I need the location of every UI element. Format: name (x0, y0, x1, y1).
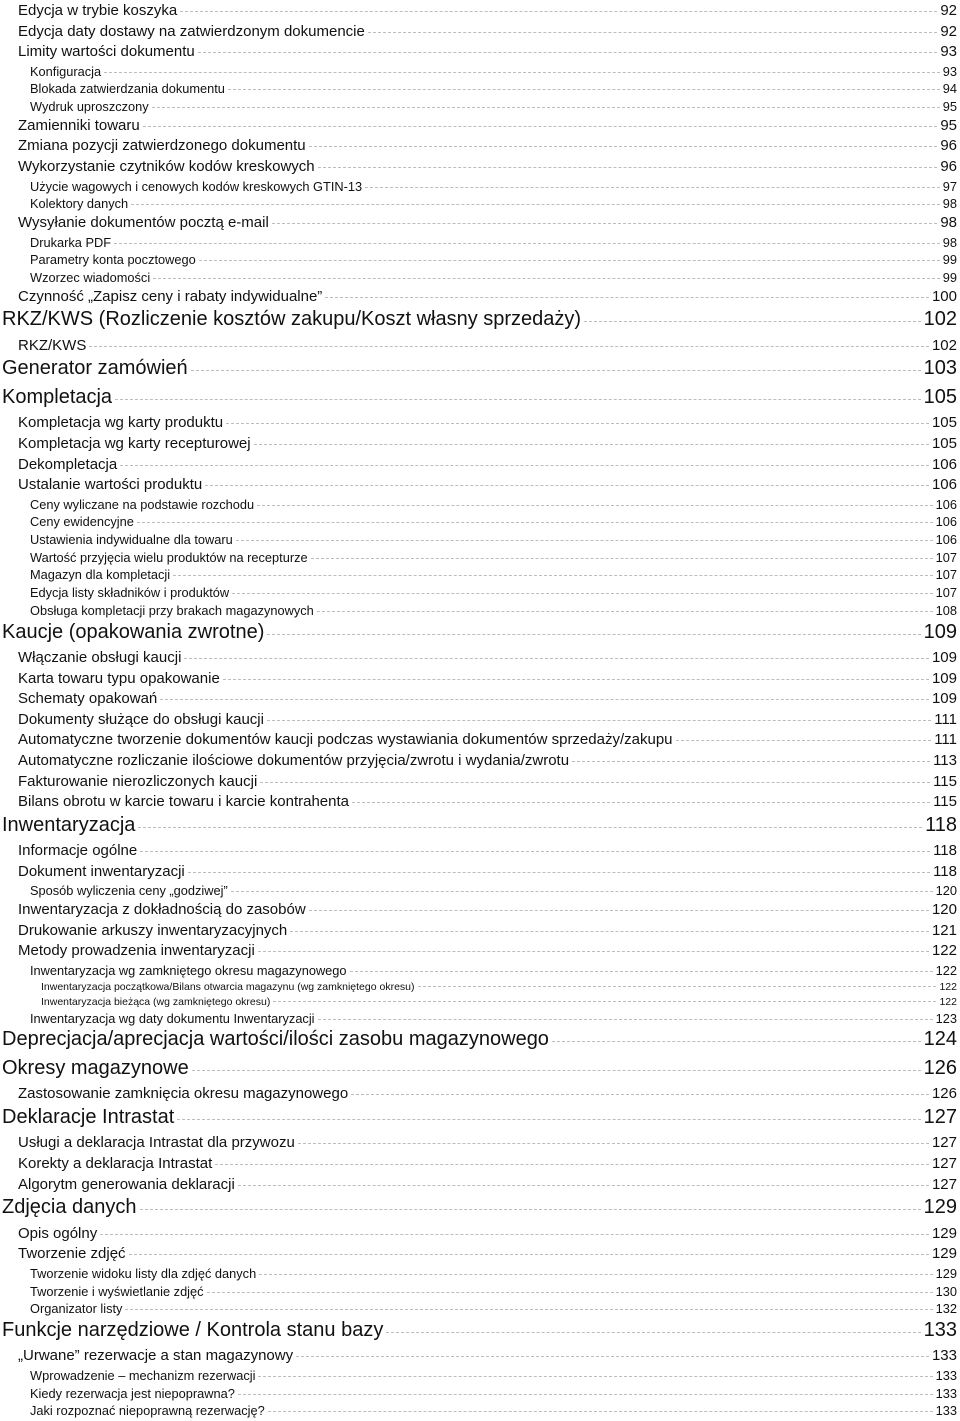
toc-entry-title: Wysyłanie dokumentów pocztą e-mail (18, 214, 269, 231)
toc-entry-level-2[interactable] (0, 456, 960, 477)
toc-entry-title: Inwentaryzacja bieżąca (wg zamkniętego okresu) (41, 995, 271, 1008)
toc-entry-level-3[interactable] (0, 1284, 960, 1302)
toc-entry-page-number: 98 (942, 196, 957, 212)
toc-entry-level-1[interactable] (0, 1319, 960, 1348)
toc-entry-title: Inwentaryzacja wg zamkniętego okresu magazynowego (30, 962, 347, 978)
toc-entry-title: Zdjęcia danych (2, 1196, 137, 1219)
dot-leader (309, 146, 938, 147)
dot-leader (226, 423, 929, 424)
toc-entry-page-number: 93 (940, 43, 957, 61)
toc-entry-page-number: 133 (935, 1403, 957, 1419)
toc-entry-title: Tworzenie i wyświetlanie zdjęć (30, 1283, 204, 1299)
toc-entry-page-number: 109 (931, 649, 957, 667)
toc-entry-page-number: 107 (935, 549, 957, 565)
toc-entry-title: Wprowadzenie – mechanizm rezerwacji (30, 1368, 256, 1384)
toc-entry-title: Metody prowadzenia inwentaryzacji (18, 942, 255, 960)
toc-entry-level-2[interactable] (0, 901, 960, 922)
dot-leader (236, 540, 933, 541)
dot-leader (131, 204, 940, 205)
toc-entry-level-3[interactable] (0, 550, 960, 568)
toc-entry-title: Kompletacja wg karty recepturowej (18, 434, 251, 452)
toc-entry-page-number: 107 (935, 567, 957, 583)
toc-entry-title: Inwentaryzacja z dokładnością do zasobów (18, 901, 306, 919)
toc-entry-title: Blokada zatwierdzania dokumentu (30, 81, 225, 97)
toc-entry-level-3[interactable] (0, 1403, 960, 1421)
toc-entry-page-number: 133 (931, 1347, 957, 1365)
dot-leader (228, 89, 940, 90)
toc-entry-level-2[interactable] (0, 793, 960, 814)
dot-leader (317, 611, 933, 612)
toc-entry-level-2[interactable] (0, 1245, 960, 1266)
toc-entry-page-number: 95 (942, 99, 957, 115)
toc-entry-title: Organizator listy (30, 1301, 123, 1317)
toc-entry-level-2[interactable] (0, 752, 960, 773)
dot-leader (258, 951, 929, 952)
dot-leader (267, 720, 931, 721)
dot-leader (298, 1143, 929, 1144)
dot-leader (290, 931, 929, 932)
dot-leader (368, 32, 937, 33)
toc-entry-level-1[interactable] (0, 386, 960, 415)
toc-entry-level-2[interactable] (0, 1134, 960, 1155)
toc-entry-page-number: 108 (935, 602, 957, 618)
toc-entry-title: Generator zamówień (2, 357, 188, 380)
dot-leader (188, 872, 930, 873)
toc-entry-level-2[interactable] (0, 1225, 960, 1246)
toc-entry-level-2[interactable] (0, 863, 960, 884)
dot-leader (198, 52, 938, 53)
toc-entry-page-number: 96 (940, 137, 957, 155)
toc-entry-title: RKZ/KWS (Rozliczenie kosztów zakupu/Koszt własny sprzedaży) (2, 308, 582, 331)
toc-entry-level-3[interactable] (0, 1386, 960, 1404)
toc-entry-level-3[interactable] (0, 1301, 960, 1319)
toc-entry-level-3[interactable] (0, 64, 960, 82)
toc-entry-page-number: 122 (939, 980, 957, 993)
toc-entry-page-number: 99 (942, 269, 957, 285)
toc-entry-page-number: 109 (931, 669, 957, 687)
toc-entry-title: Usługi a deklaracja Intrastat dla przywozu (18, 1134, 295, 1152)
dot-leader (104, 72, 940, 73)
toc-entry-level-4[interactable] (0, 996, 960, 1011)
toc-entry-page-number: 127 (923, 1105, 957, 1128)
toc-entry-level-3[interactable] (0, 235, 960, 253)
toc-entry-title: Korekty a deklaracja Intrastat (18, 1155, 213, 1172)
dot-leader (115, 399, 921, 400)
toc-entry-level-2[interactable] (0, 711, 960, 732)
toc-entry-page-number: 113 (933, 752, 957, 769)
toc-entry-level-2[interactable] (0, 1176, 960, 1197)
dot-leader (572, 761, 930, 762)
toc-entry-level-2[interactable] (0, 117, 960, 138)
dot-leader (207, 1292, 933, 1293)
toc-entry-title: Kompletacja wg karty produktu (18, 414, 224, 432)
toc-entry-level-2[interactable] (0, 43, 960, 64)
toc-entry-title: Wzorzec wiadomości (30, 269, 151, 285)
toc-entry-page-number: 115 (933, 793, 957, 811)
toc-entry-title: Tworzenie zdjęć (18, 1245, 126, 1263)
toc-entry-page-number: 103 (923, 357, 957, 380)
toc-entry-level-3[interactable] (0, 179, 960, 197)
dot-leader (318, 167, 938, 168)
toc-entry-title: Edycja daty dostawy na zatwierdzonym dokumencie (18, 22, 365, 40)
dot-leader (140, 851, 930, 852)
dot-leader (143, 126, 938, 127)
toc-entry-level-2[interactable] (0, 1085, 960, 1106)
dot-leader (238, 1394, 933, 1395)
toc-entry-level-2[interactable] (0, 731, 960, 752)
toc-entry-level-3[interactable] (0, 497, 960, 515)
toc-entry-level-3[interactable] (0, 603, 960, 621)
toc-entry-title: Ceny wyliczane na podstawie rozchodu (30, 496, 255, 512)
dot-leader (272, 223, 938, 224)
toc-entry-page-number: 120 (931, 901, 957, 919)
toc-entry-level-2[interactable] (0, 137, 960, 158)
toc-entry-level-3[interactable] (0, 196, 960, 214)
dot-leader (257, 505, 933, 506)
toc-entry-title: Ceny ewidencyjne (30, 514, 134, 530)
dot-leader (309, 910, 929, 911)
dot-leader (584, 321, 921, 322)
toc-entry-level-2[interactable] (0, 773, 960, 794)
dot-leader (223, 679, 929, 680)
dot-leader (318, 1019, 933, 1020)
toc-entry-page-number: 98 (940, 214, 957, 231)
toc-entry-title: Zmiana pozycji zatwierdzonego dokumentu (18, 137, 306, 155)
toc-entry-level-2[interactable] (0, 23, 960, 44)
dot-leader (205, 485, 929, 486)
toc-entry-page-number: 133 (935, 1368, 957, 1384)
toc-entry-title: Fakturowanie nierozliczonych kaucji (18, 772, 258, 790)
toc-entry-level-1[interactable] (0, 814, 960, 843)
toc-entry-level-4[interactable] (0, 981, 960, 996)
toc-entry-page-number: 106 (931, 455, 957, 473)
toc-entry-title: Dokument inwentaryzacji (18, 862, 185, 880)
toc-entry-level-2[interactable] (0, 214, 960, 235)
toc-entry-page-number: 133 (923, 1318, 957, 1341)
toc-entry-page-number: 100 (931, 287, 957, 305)
toc-entry-page-number: 129 (931, 1224, 957, 1242)
toc-entry-page-number: 129 (923, 1196, 957, 1219)
toc-entry-level-3[interactable] (0, 532, 960, 550)
dot-leader (325, 297, 929, 298)
toc-entry-page-number: 106 (935, 532, 957, 548)
toc-entry-level-2[interactable] (0, 476, 960, 497)
toc-entry-page-number: 97 (942, 178, 957, 194)
toc-entry-level-2[interactable] (0, 1347, 960, 1368)
toc-entry-page-number: 106 (935, 496, 957, 512)
toc-entry-page-number: 127 (931, 1175, 957, 1193)
toc-entry-level-3[interactable] (0, 514, 960, 532)
toc-entry-page-number: 105 (931, 414, 957, 432)
toc-entry-title: Informacje ogólne (18, 842, 138, 860)
toc-entry-level-3[interactable] (0, 1368, 960, 1386)
toc-entry-title: „Urwane” rezerwacje a stan magazynowy (18, 1347, 294, 1365)
toc-entry-title: RKZ/KWS (18, 336, 87, 354)
toc-entry-title: Kolektory danych (30, 196, 129, 212)
dot-leader (173, 575, 933, 576)
dot-leader (365, 187, 940, 188)
toc-entry-title: Kompletacja (2, 385, 113, 408)
toc-entry-level-2[interactable] (0, 414, 960, 435)
toc-entry-title: Kiedy rezerwacja jest niepoprawna? (30, 1385, 235, 1401)
toc-entry-title: Magazyn dla kompletacji (30, 567, 171, 583)
toc-entry-page-number: 122 (931, 942, 957, 960)
toc-entry-page-number: 107 (935, 585, 957, 601)
toc-entry-page-number: 126 (923, 1056, 957, 1079)
dot-leader (238, 1185, 929, 1186)
dot-leader (125, 1309, 932, 1310)
toc-entry-page-number: 105 (923, 385, 957, 408)
dot-leader (418, 986, 937, 987)
toc-entry-title: Dokumenty służące do obsługi kaucji (18, 710, 264, 728)
toc-entry-page-number: 130 (935, 1283, 957, 1299)
toc-entry-level-2[interactable] (0, 2, 960, 23)
toc-entry-title: Tworzenie widoku listy dla zdjęć danych (30, 1265, 257, 1281)
toc-entry-level-1[interactable] (0, 1196, 960, 1225)
dot-leader (152, 107, 940, 108)
dot-leader (296, 1356, 929, 1357)
dot-leader (215, 1164, 929, 1165)
dot-leader (138, 827, 922, 828)
toc-entry-level-1[interactable] (0, 1106, 960, 1135)
dot-leader (352, 802, 930, 803)
toc-entry-level-3[interactable] (0, 1266, 960, 1284)
table-of-contents (0, 2, 960, 1421)
toc-entry-level-2[interactable] (0, 649, 960, 670)
toc-entry-page-number: 102 (931, 336, 957, 354)
toc-entry-page-number: 118 (933, 842, 957, 860)
toc-entry-title: Konfiguracja (30, 63, 102, 79)
toc-entry-title: Wydruk uproszczony (30, 99, 149, 115)
toc-entry-page-number: 127 (931, 1134, 957, 1152)
toc-entry-title: Sposób wyliczenia ceny „godziwej” (30, 883, 228, 899)
dot-leader (129, 1254, 929, 1255)
dot-leader (232, 593, 932, 594)
toc-entry-title: Kaucje (opakowania zwrotne) (2, 620, 265, 643)
dot-leader (120, 465, 929, 466)
toc-entry-page-number: 129 (935, 1265, 957, 1281)
toc-entry-title: Drukowanie arkuszy inwentaryzacyjnych (18, 921, 288, 939)
toc-entry-page-number: 99 (942, 252, 957, 268)
dot-leader (160, 699, 929, 700)
toc-entry-title: Limity wartości dokumentu (18, 43, 195, 61)
toc-entry-page-number: 120 (935, 883, 957, 899)
toc-entry-level-1[interactable] (0, 308, 960, 337)
toc-entry-page-number: 118 (925, 813, 957, 836)
toc-entry-level-3[interactable] (0, 963, 960, 981)
toc-entry-level-2[interactable] (0, 670, 960, 691)
toc-entry-page-number: 96 (940, 158, 957, 176)
toc-entry-level-3[interactable] (0, 585, 960, 603)
dot-leader (177, 1119, 920, 1120)
toc-entry-level-2[interactable] (0, 922, 960, 943)
dot-leader (192, 1070, 921, 1071)
toc-entry-title: Deprecjacja/aprecjacja wartości/ilości zasobu magazynowego (2, 1028, 549, 1051)
toc-entry-page-number: 106 (931, 476, 957, 494)
dot-leader (267, 634, 920, 635)
dot-leader (137, 522, 933, 523)
toc-entry-title: Inwentaryzacja początkowa/Bilans otwarcia magazynu (wg zamkniętego okresu) (41, 980, 415, 993)
toc-entry-title: Bilans obrotu w karcie towaru i karcie kontrahenta (18, 793, 349, 811)
toc-entry-title: Deklaracje Intrastat (2, 1105, 175, 1128)
toc-entry-title: Czynność „Zapisz ceny i rabaty indywidualne” (18, 287, 323, 305)
toc-entry-level-2[interactable] (0, 690, 960, 711)
toc-entry-level-3[interactable] (0, 81, 960, 99)
dot-leader (273, 1001, 936, 1002)
dot-leader (552, 1041, 921, 1042)
dot-leader (191, 370, 921, 371)
toc-entry-page-number: 105 (931, 434, 957, 452)
dot-leader (676, 740, 932, 741)
dot-leader (260, 782, 930, 783)
toc-entry-page-number: 123 (935, 1010, 957, 1026)
toc-entry-level-2[interactable] (0, 842, 960, 863)
dot-leader (231, 891, 933, 892)
toc-entry-title: Inwentaryzacja wg daty dokumentu Inwentaryzacji (30, 1010, 315, 1026)
dot-leader (199, 260, 940, 261)
dot-leader (153, 278, 940, 279)
toc-entry-title: Inwentaryzacja (2, 813, 136, 836)
toc-entry-level-3[interactable] (0, 567, 960, 585)
dot-leader (259, 1274, 932, 1275)
toc-entry-level-3[interactable] (0, 252, 960, 270)
toc-entry-level-1[interactable] (0, 1028, 960, 1057)
toc-entry-page-number: 93 (942, 63, 957, 79)
toc-entry-page-number: 121 (931, 921, 957, 939)
toc-entry-level-1[interactable] (0, 621, 960, 650)
toc-entry-title: Ustawienia indywidualne dla towaru (30, 532, 233, 548)
dot-leader (311, 558, 933, 559)
toc-entry-title: Jaki rozpoznać niepoprawną rezerwację? (30, 1403, 265, 1419)
toc-entry-page-number: 106 (935, 514, 957, 530)
toc-entry-page-number: 111 (934, 731, 957, 749)
dot-leader (89, 346, 929, 347)
toc-entry-title: Opis ogólny (18, 1224, 98, 1242)
toc-entry-page-number: 92 (940, 22, 957, 40)
toc-entry-level-2[interactable] (0, 337, 960, 358)
dot-leader (114, 243, 940, 244)
toc-entry-title: Obsługa kompletacji przy brakach magazynowych (30, 602, 314, 618)
toc-entry-title: Okresy magazynowe (2, 1056, 189, 1079)
toc-entry-level-1[interactable] (0, 357, 960, 386)
toc-entry-title: Wartość przyjęcia wielu produktów na recepturze (30, 549, 308, 565)
toc-entry-level-2[interactable] (0, 1155, 960, 1176)
dot-leader (350, 971, 933, 972)
toc-entry-level-2[interactable] (0, 942, 960, 963)
toc-entry-title: Zastosowanie zamknięcia okresu magazynowego (18, 1085, 349, 1103)
toc-entry-level-3[interactable] (0, 270, 960, 288)
toc-entry-title: Automatyczne tworzenie dokumentów kaucji podczas wystawiania dokumentów sprzedaży/zakupu (18, 731, 673, 749)
toc-entry-title: Dekompletacja (18, 455, 118, 473)
toc-entry-title: Ustalanie wartości produktu (18, 476, 203, 494)
dot-leader (100, 1234, 929, 1235)
toc-entry-level-2[interactable] (0, 435, 960, 456)
toc-entry-page-number: 124 (923, 1028, 957, 1051)
toc-entry-title: Drukarka PDF (30, 234, 112, 250)
toc-entry-title: Algorytm generowania deklaracji (18, 1175, 235, 1193)
toc-entry-page-number: 129 (931, 1245, 957, 1263)
toc-entry-title: Karta towaru typu opakowanie (18, 669, 220, 687)
toc-entry-page-number: 127 (931, 1155, 957, 1172)
toc-entry-page-number: 95 (940, 116, 957, 134)
toc-entry-title: Użycie wagowych i cenowych kodów kreskowych GTIN-13 (30, 178, 363, 194)
toc-entry-title: Włączanie obsługi kaucji (18, 649, 182, 667)
toc-entry-page-number: 132 (935, 1301, 957, 1317)
dot-leader (184, 658, 929, 659)
toc-entry-level-1[interactable] (0, 1057, 960, 1086)
toc-entry-level-3[interactable] (0, 883, 960, 901)
dot-leader (254, 444, 929, 445)
toc-entry-page-number: 126 (931, 1085, 957, 1103)
dot-leader (351, 1094, 929, 1095)
toc-entry-title: Wykorzystanie czytników kodów kreskowych (18, 158, 315, 176)
dot-leader (180, 11, 937, 12)
toc-entry-page-number: 111 (934, 710, 957, 728)
toc-entry-page-number: 133 (935, 1385, 957, 1401)
toc-entry-page-number: 109 (923, 620, 957, 643)
toc-entry-page-number: 98 (942, 234, 957, 250)
toc-entry-level-2[interactable] (0, 288, 960, 309)
toc-entry-page-number: 122 (939, 995, 957, 1008)
toc-entry-title: Parametry konta pocztowego (30, 252, 196, 268)
toc-entry-title: Schematy opakowań (18, 690, 158, 708)
dot-leader (258, 1376, 932, 1377)
toc-entry-level-3[interactable] (0, 99, 960, 117)
toc-entry-page-number: 92 (940, 2, 957, 19)
toc-entry-page-number: 115 (933, 772, 957, 790)
toc-entry-level-2[interactable] (0, 158, 960, 179)
toc-entry-title: Funkcje narzędziowe / Kontrola stanu bazy (2, 1318, 384, 1341)
toc-entry-title: Edycja listy składników i produktów (30, 585, 230, 601)
dot-leader (140, 1209, 921, 1210)
toc-entry-page-number: 102 (923, 308, 957, 331)
toc-entry-page-number: 109 (931, 690, 957, 708)
toc-entry-title: Edycja w trybie koszyka (18, 2, 178, 19)
toc-entry-page-number: 118 (933, 862, 957, 880)
toc-entry-title: Automatyczne rozliczanie ilościowe dokumentów przyjęcia/zwrotu i wydania/zwrotu (18, 752, 570, 769)
toc-entry-page-number: 122 (935, 962, 957, 978)
dot-leader (386, 1332, 920, 1333)
toc-entry-title: Zamienniki towaru (18, 116, 140, 134)
toc-entry-level-3[interactable] (0, 1011, 960, 1029)
toc-entry-page-number: 94 (942, 81, 957, 97)
